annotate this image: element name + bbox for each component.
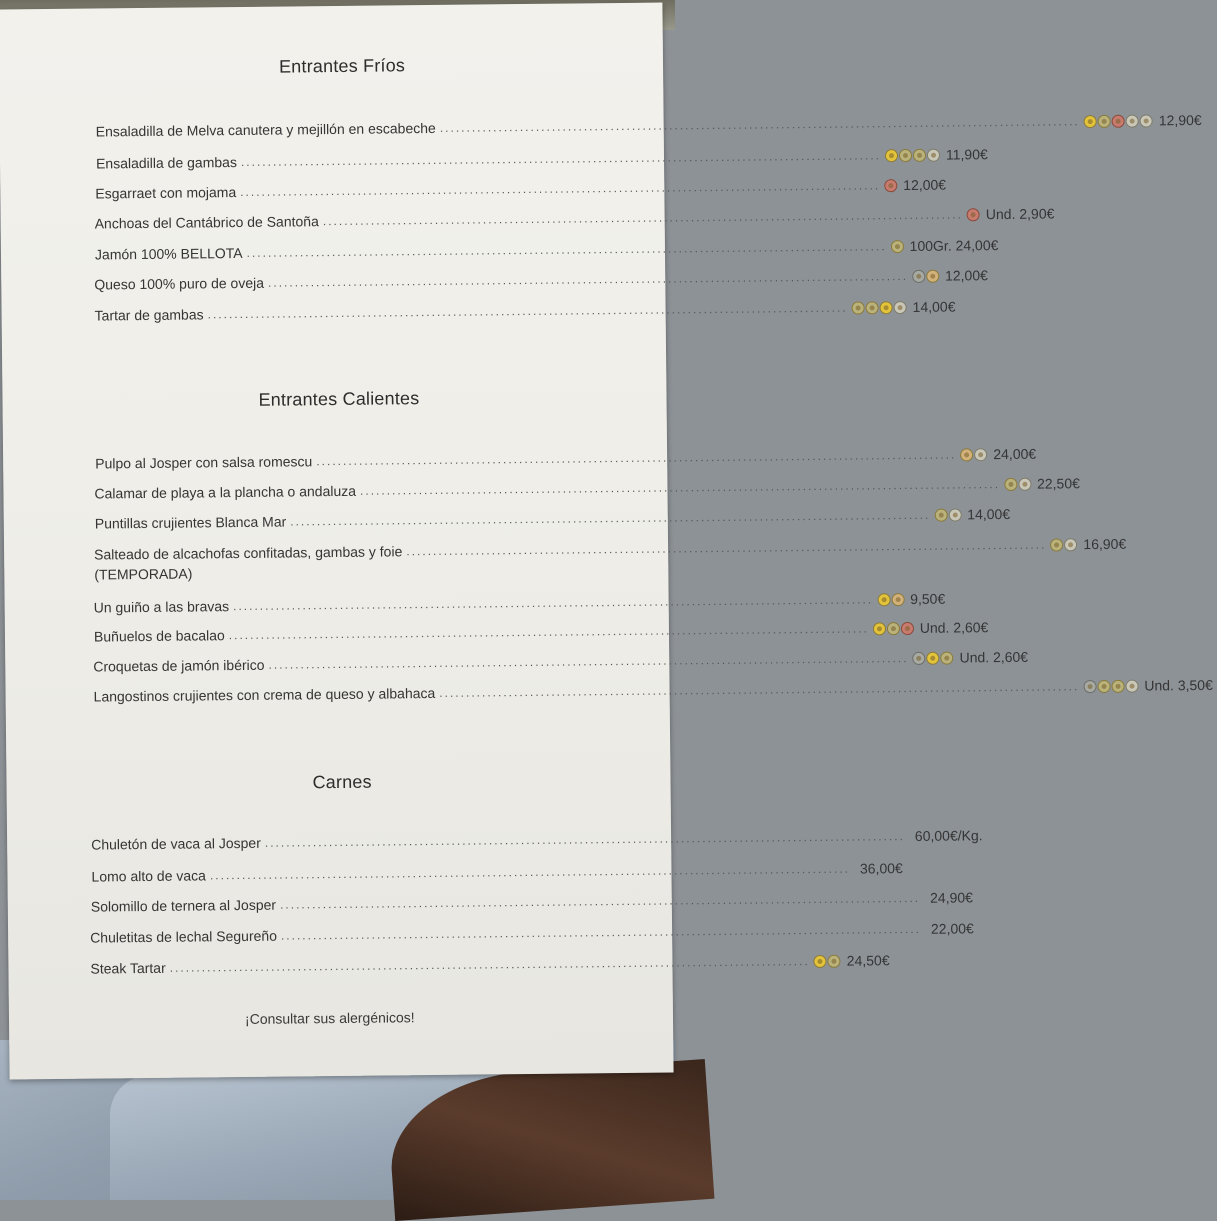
menu-item-price: 24,50€ bbox=[846, 952, 890, 969]
menu-item-name: Jamón 100% BELLOTA bbox=[94, 244, 243, 263]
leader-dots: ........................................................................................................................ bbox=[228, 621, 869, 643]
menu-item bbox=[93, 619, 989, 647]
leader-dots: ........................................................................................................................ bbox=[233, 592, 874, 614]
menu-item-price: 14,00€ bbox=[912, 298, 956, 315]
menu-item-name: Esgarraet con mojama bbox=[95, 184, 237, 202]
menu-item-name: Steak Tartar bbox=[90, 959, 166, 977]
leader-dots: ........................................................................................................................ bbox=[268, 651, 909, 672]
egg-icon bbox=[1018, 477, 1031, 490]
menu-item-note: (TEMPORADA) bbox=[94, 565, 193, 583]
mollusc-icon bbox=[1064, 538, 1077, 551]
menu-item-name: Chuletón de vaca al Josper bbox=[91, 834, 261, 853]
menu-item-price: 24,00€ bbox=[993, 445, 1037, 463]
menu-item-price: 100Gr. 24,00€ bbox=[909, 237, 999, 254]
menu-item-name: Calamar de playa a la plancha o andaluza bbox=[94, 482, 357, 502]
celery-icon bbox=[873, 622, 886, 635]
leader-dots: ........................................................................................................................ bbox=[207, 300, 848, 322]
sulphite-icon bbox=[926, 269, 939, 282]
allergen-icons bbox=[934, 508, 961, 521]
menu-item-name: Croquetas de jamón ibérico bbox=[93, 656, 265, 675]
leader-dots: ........................................................................................................................ bbox=[439, 679, 1080, 700]
menu-item-price: Und. 2,60€ bbox=[959, 648, 1029, 666]
menu-item bbox=[94, 298, 956, 326]
sulphite-icon bbox=[960, 448, 973, 461]
menu-content bbox=[0, 3, 1213, 1080]
menu-item-name: Un guiño a las bravas bbox=[93, 598, 230, 616]
leader-dots: ........................................................................................................................ bbox=[439, 114, 1080, 135]
menu-page bbox=[0, 3, 1213, 1080]
menu-item bbox=[94, 267, 988, 295]
menu-item bbox=[91, 827, 983, 855]
celery-icon bbox=[1084, 115, 1097, 128]
menu-item-name: Queso 100% puro de oveja bbox=[94, 274, 265, 293]
leader-dots: ........................................................................................................................ bbox=[290, 507, 931, 529]
menu-item-price: 60,00€/Kg. bbox=[914, 827, 983, 844]
menu-item-name: Pulpo al Josper con salsa romescu bbox=[95, 453, 313, 472]
mollusc-icon bbox=[927, 148, 940, 161]
leader-dots: ........................................................................................................................ bbox=[267, 268, 909, 290]
menu-item-name: Lomo alto de vaca bbox=[91, 867, 206, 885]
leader-dots: ........................................................................................................................ bbox=[209, 861, 851, 883]
menu-item-price: 22,50€ bbox=[1036, 475, 1080, 492]
leader-dots: ........................................................................................................................ bbox=[406, 537, 1047, 559]
allergen-icons bbox=[960, 448, 987, 461]
dairy-icon bbox=[912, 269, 925, 282]
menu-item-price: 9,50€ bbox=[910, 590, 946, 607]
allergen-note: ¡Consultar sus alergénicos! bbox=[244, 1009, 415, 1027]
menu-item-price: 36,00€ bbox=[859, 860, 903, 877]
menu-item-price: 22,00€ bbox=[930, 920, 974, 937]
gluten-icon bbox=[940, 651, 953, 664]
celery-icon bbox=[885, 149, 898, 162]
allergen-icons bbox=[852, 301, 907, 315]
menu-item bbox=[94, 505, 1011, 534]
menu-item-name: Langostinos crujientes con crema de queso y albahaca bbox=[93, 684, 436, 705]
gluten-icon bbox=[1098, 114, 1111, 127]
leader-dots: ........................................................................................................................ bbox=[359, 477, 1001, 498]
menu-item-name: Solomillo de ternera al Josper bbox=[90, 896, 277, 915]
allergen-icons bbox=[1084, 114, 1153, 128]
gluten-icon bbox=[934, 508, 947, 521]
menu-item-price: 14,00€ bbox=[967, 505, 1011, 523]
allergen-icons bbox=[891, 240, 904, 253]
leader-dots: ........................................................................................................................ bbox=[322, 207, 963, 229]
gluten-icon bbox=[887, 622, 900, 635]
leader-dots: ........................................................................................................................ bbox=[240, 178, 881, 199]
allergen-icons bbox=[873, 621, 914, 634]
leader-dots: ........................................................................................................................ bbox=[316, 447, 957, 469]
menu-item bbox=[94, 535, 1127, 565]
celery-icon bbox=[814, 954, 827, 967]
menu-item-name: Buñuelos de bacalao bbox=[93, 627, 225, 645]
leader-dots: ........................................................................................................................ bbox=[246, 239, 887, 260]
menu-item bbox=[94, 237, 999, 265]
gluten-icon bbox=[899, 148, 912, 161]
menu-item-price: Und. 2,90€ bbox=[985, 205, 1055, 223]
menu-item bbox=[90, 889, 973, 917]
menu-item bbox=[91, 860, 903, 887]
menu-item-name: Ensaladilla de gambas bbox=[95, 154, 237, 172]
allergen-icons bbox=[912, 269, 939, 282]
allergen-icons bbox=[884, 179, 897, 192]
mollusc-icon bbox=[1140, 114, 1153, 127]
menu-item bbox=[95, 111, 1202, 142]
fish-icon bbox=[967, 208, 980, 221]
egg-icon bbox=[948, 508, 961, 521]
leader-dots: ........................................................................................................................ bbox=[280, 921, 922, 943]
leader-dots: ........................................................................................................................ bbox=[279, 890, 921, 912]
menu-item-name: Chuletitas de lechal Segureño bbox=[90, 927, 278, 946]
menu-item-price: 12,90€ bbox=[1158, 111, 1202, 129]
menu-item-price: 11,90€ bbox=[945, 146, 988, 163]
leader-dots: ........................................................................................................................ bbox=[169, 954, 810, 975]
menu-item-price: Und. 2,60€ bbox=[919, 619, 989, 636]
fish-icon bbox=[1112, 114, 1125, 127]
menu-item-name: Puntillas crujientes Blanca Mar bbox=[94, 513, 287, 532]
mollusc-icon bbox=[894, 301, 907, 314]
menu-item bbox=[90, 920, 974, 948]
egg-icon bbox=[1126, 114, 1139, 127]
dairy-icon bbox=[1083, 680, 1096, 693]
nut-icon bbox=[974, 448, 987, 461]
menu-item-price: 16,90€ bbox=[1083, 535, 1127, 553]
menu-item bbox=[93, 648, 1029, 677]
allergen-icons bbox=[912, 651, 953, 664]
gluten-icon bbox=[1004, 477, 1017, 490]
menu-item bbox=[93, 676, 1213, 707]
crustacean-icon bbox=[913, 148, 926, 161]
menu-item bbox=[95, 445, 1037, 474]
crustacean-icon bbox=[1050, 538, 1063, 551]
allergen-icons bbox=[885, 148, 940, 162]
menu-item-name: Tartar de gambas bbox=[94, 306, 204, 324]
leader-dots: ........................................................................................................................ bbox=[264, 829, 905, 850]
menu-item-name: Ensaladilla de Melva canutera y mejillón en escabeche bbox=[95, 119, 436, 140]
menu-item bbox=[95, 146, 988, 174]
section-title-carnes: Carnes bbox=[312, 771, 372, 793]
menu-item-price: 24,90€ bbox=[929, 889, 973, 906]
fish-icon bbox=[901, 621, 914, 634]
section-title-entrantes-calientes: Entrantes Calientes bbox=[258, 388, 420, 410]
menu-item-price: 12,00€ bbox=[903, 176, 947, 194]
gluten-icon bbox=[852, 301, 865, 314]
crustacean-icon bbox=[1111, 679, 1124, 692]
gluten-icon bbox=[1097, 679, 1110, 692]
mollusc-icon bbox=[1125, 679, 1138, 692]
mustard-icon bbox=[880, 301, 893, 314]
leader-dots: ........................................................................................................................ bbox=[240, 148, 882, 169]
menu-item bbox=[93, 590, 946, 618]
gluten-icon bbox=[891, 240, 904, 253]
section-title-entrantes-frios: Entrantes Fríos bbox=[278, 55, 406, 77]
menu-item-price: Und. 3,50€ bbox=[1144, 676, 1213, 694]
sulphite-icon bbox=[891, 593, 904, 606]
menu-item bbox=[94, 475, 1080, 504]
menu-item-name: Salteado de alcachofas confitadas, gambas y foie bbox=[94, 543, 403, 563]
celery-icon bbox=[926, 651, 939, 664]
menu-item bbox=[94, 205, 1055, 234]
menu-item-price: 12,00€ bbox=[944, 267, 988, 284]
allergen-icons bbox=[1083, 679, 1138, 693]
celery-icon bbox=[877, 593, 890, 606]
allergen-icons bbox=[1050, 538, 1077, 551]
allergen-icons bbox=[814, 954, 841, 967]
allergen-icons bbox=[877, 593, 904, 606]
menu-item-name: Anchoas del Cantábrico de Santoña bbox=[94, 213, 319, 232]
dairy-icon bbox=[912, 651, 925, 664]
gluten-icon bbox=[828, 954, 841, 967]
menu-item bbox=[90, 952, 890, 979]
crustacean-icon bbox=[866, 301, 879, 314]
menu-item bbox=[95, 176, 947, 204]
allergen-icons bbox=[967, 208, 980, 221]
fish-icon bbox=[884, 179, 897, 192]
allergen-icons bbox=[1004, 477, 1031, 490]
